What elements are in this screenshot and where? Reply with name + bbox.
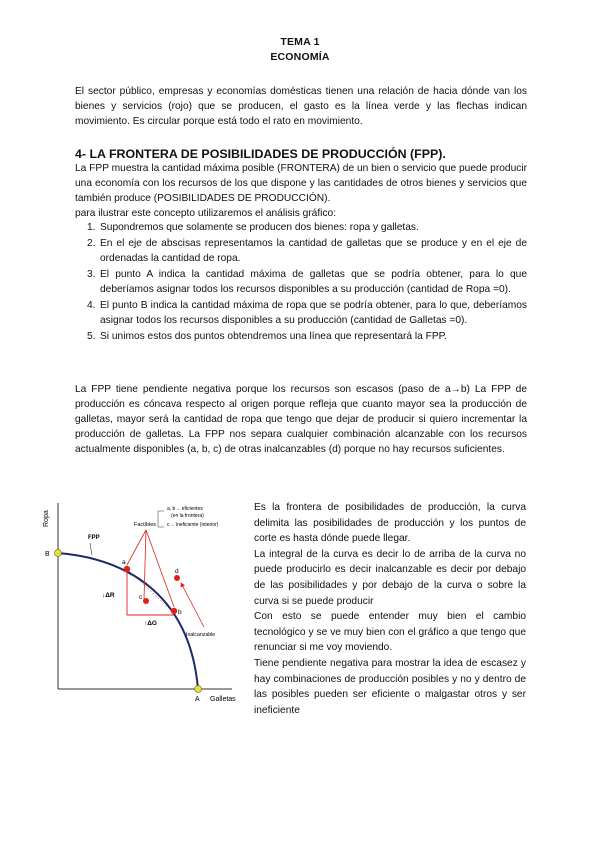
list-item: 4. El punto B indica la cantidad máxima de ropa que se podría obtener, para lo que, deberíamos asignar todos los recursos disponibles a su producción (cantidad de Galletas =0). (87, 300, 527, 326)
inalcanzable-label: Inalcanzable (186, 632, 216, 638)
legend-frontier: (en la frontera) (171, 513, 204, 519)
section-heading: 4- LA FRONTERA DE POSIBILIDADES DE PRODUCCIÓN (FPP). (75, 147, 446, 161)
definition-paragraph: La FPP muestra la cantidad máxima posible (FRONTERA) de un bien o servicio que puede producir una economía con los recursos de los que dispone y las cantidades de otros bienes y servicios que también produce (POSIBILIDADES DE PRODUCCIÓN). (75, 163, 527, 204)
ray-to-c (144, 530, 146, 599)
side-note: Con esto se puede entender muy bien el cambio tecnológico y se ve muy bien con el gráfico a que tengo que renunciar si me voy moviendo. (254, 611, 526, 654)
fpp-figure (40, 497, 236, 707)
slope-paragraph: La FPP tiene pendiente negativa porque los recursos son escasos (paso de a→b) La FPP de producción es cóncava respecto al origen porque refleja que cuanto mayor sea la producción de galletas, mayor será la cantidad de ropa que tengo que dejar de producir si quiero incrementar la producción de galletas. La FPP nos separa cualquier combinación alcanzable con los recursos actualmente disponibles (a, b, c) de otras inalcanzables (d) porque no hay recursos suficientes. (75, 384, 527, 455)
lead-text: para ilustrar este concepto utilizaremos el análisis gráfico: (75, 208, 337, 219)
point-b-axis (55, 550, 62, 557)
point-a (124, 566, 130, 572)
inalcanzable-arrow (181, 583, 204, 627)
steps-list (75, 220, 527, 345)
fpp-label: FPP (88, 535, 100, 541)
list-item: 3. El punto A indica la cantidad máxima de galletas que se podría obtener, para lo que deberíamos asignar todos los recursos disponibles a su producción (cantidad de Ropa =0). (87, 269, 527, 295)
list-item: 5. Si unimos estos dos puntos obtendremos una línea que representará la FPP. (87, 331, 447, 342)
side-note: La integral de la curva es decir lo de arriba de la curva no puede producirlo es decir inalcanzable es decir por debajo de las posibilidades y por debajo de la curva o sobre la curva si se puede producir (254, 548, 526, 607)
point-d-label: d (175, 568, 179, 575)
point-a-label: a (122, 559, 126, 566)
side-note: Tiene pendiente negativa para mostrar la idea de escasez y hay combinaciones de producción posibles y no y dentro de las posibles pueden ser eficiente o malgastar otros y ser ineficiente (254, 657, 526, 716)
point-c-label: c (139, 594, 143, 601)
point-d (174, 575, 180, 581)
list-item: 1. Supondremos que solamente se producen dos bienes: ropa y galletas. (87, 222, 419, 233)
list-item: 2. En el eje de abscisas representamos la cantidad de galletas que se produce y en el eje de ordenadas la cantidad de ropa. (87, 238, 527, 264)
point-b-label: b (178, 609, 182, 616)
y-axis-label: Ropa (43, 510, 50, 527)
point-c (143, 598, 149, 604)
delta-g-label: ↑ΔG (144, 620, 157, 627)
topic-title: TEMA 1 (280, 36, 320, 48)
point-a-axis-label: A (195, 696, 200, 703)
legend-efficient: a, b→ eficientes (167, 506, 203, 512)
side-note: Es la frontera de posibilidades de producción, la curva delimita las posibilidades de producción y los puntos de corte es hasta dónde puede llegar. (254, 502, 526, 545)
legend-bracket (158, 511, 164, 527)
delta-r-label: ↓ΔR (102, 592, 115, 599)
point-b-axis-label: B (45, 551, 50, 558)
subject-title: ECONOMÍA (270, 51, 330, 63)
side-notes (254, 500, 526, 718)
intro-paragraph: El sector público, empresas y economías domésticas tienen una relación de hacia dónde van los bienes y servicios (rojo) que se producen, el gasto es la línea verde y las flechas indican movimiento. Es circular porque está todo el rato en movimiento. (75, 86, 527, 127)
ray-to-a (127, 530, 146, 565)
legend-inefficient: c→ ineficiente (interior) (167, 522, 219, 528)
factibles-label: Factibles (134, 522, 157, 528)
point-b (171, 608, 177, 614)
fpp-diagram (40, 497, 236, 707)
x-axis-label: Galletas (210, 696, 236, 703)
fpp-pointer (90, 543, 92, 555)
point-a-axis (195, 686, 202, 693)
